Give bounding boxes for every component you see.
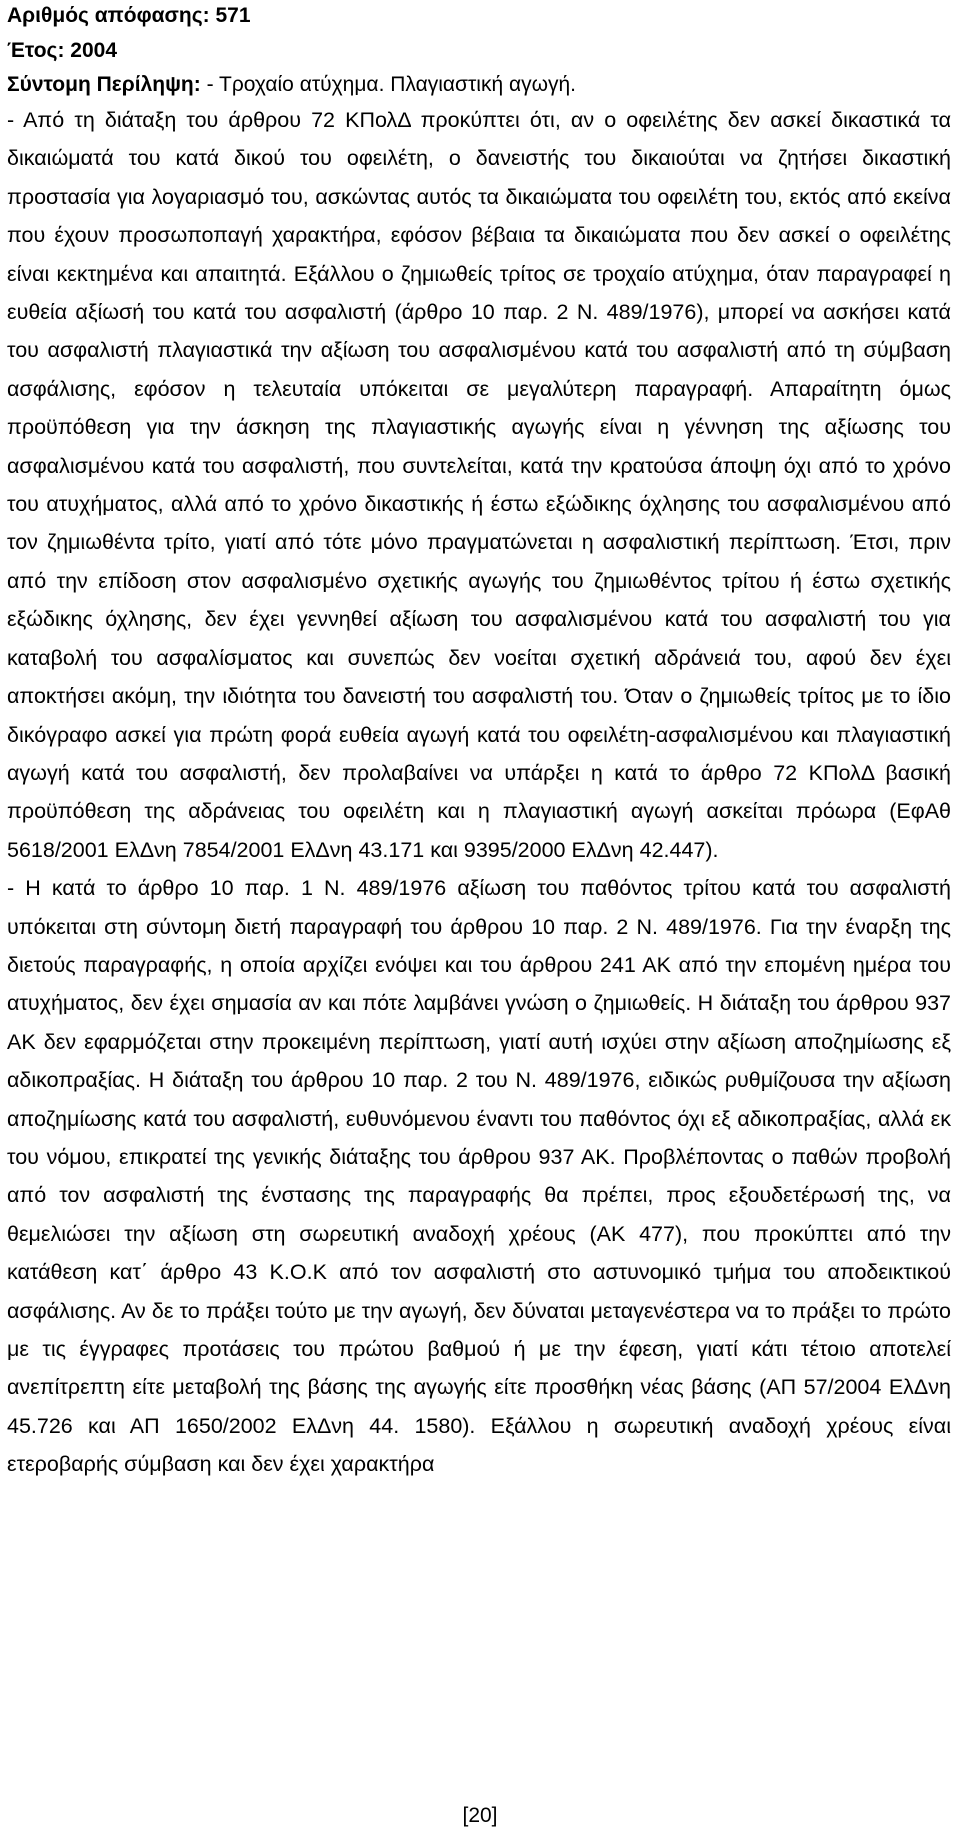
year-value: 2004 bbox=[70, 39, 118, 62]
summary-line bbox=[7, 68, 951, 102]
year-label: Έτος: bbox=[7, 39, 65, 62]
body-paragraph-2: - Η κατά το άρθρο 10 παρ. 1 Ν. 489/1976 αξίωση του παθόντος τρίτου κατά του ασφαλιστή υπόκειται στη σύντομη διετή παραγραφή του άρθρου 10 παρ. 2 Ν. 489/1976. Για την έναρξη της διετούς παραγραφής, η οποία αρχίζει ενόψει και του άρθρου 241 ΑΚ από την επομένη ημέρα του ατυχήματος, δεν έχει σημασία αν και πότε λαμβάνει γνώση ο ζημιωθείς. Η διάταξη του άρθρου 937 ΑΚ δεν εφαρμόζεται στην προκειμένη περίπτωση, γιατί αυτή ισχύει στην αξίωση αποζημίωσης εξ αδικοπραξίας. Η διάταξη του άρθρου 10 παρ. 2 του Ν. 489/1976, ειδικώς ρυθμίζουσα την αξίωση αποζημίωσης κατά του ασφαλιστή, ευθυνόμενου έναντι του παθόντος όχι εξ αδικοπραξίας, αλλά εκ του νόμου, επικρατεί της γενικής διάταξης του άρθρου 937 ΑΚ. Προβλέποντας ο παθών προβολή από τον ασφαλιστή της ένστασης της παραγραφής θα πρέπει, προς εξουδετέρωσή της, να θεμελιώσει την αξίωση στη σωρευτική αναδοχή χρέους (ΑΚ 477), που προκύπτει από την κατάθεση κατ΄ άρθρο 43 Κ.Ο.Κ από τον ασφαλιστή στο αστυνομικό τμήμα του αποδεικτικού ασφάλισης. Αν δε το πράξει τούτο με την αγωγή, δεν δύναται μεταγενέστερα να το πράξει το πρώτο με τις έγγραφες προτάσεις του πρώτου βαθμού ή με την έφεση, γιατί κάτι τέτοιο αποτελεί ανεπίτρεπτη είτε μεταβολή της βάσης της αγωγής είτε προσθήκη νέας βάσης (ΑΠ 57/2004 ΕλΔνη 45.726 και ΑΠ 1650/2002 ΕλΔνη 44. 1580). Εξάλλου η σωρευτική αναδοχή χρέους είναι ετεροβαρής σύμβαση και δεν έχει χαρακτήρα bbox=[7, 876, 951, 1477]
decision-number-label: Αριθμός απόφασης: bbox=[7, 4, 210, 27]
year-line bbox=[7, 34, 951, 68]
page-number: [20] bbox=[462, 1804, 498, 1827]
document-content bbox=[7, 0, 951, 1484]
decision-number-line bbox=[7, 0, 951, 33]
summary-text: - Τροχαίο ατύχημα. Πλαγιαστική αγωγή. bbox=[200, 73, 577, 96]
summary-label: Σύντομη Περίληψη: bbox=[7, 73, 201, 96]
body-paragraph-1: - Από τη διάταξη του άρθρου 72 ΚΠολΔ προκύπτει ότι, αν ο οφειλέτης δεν ασκεί δικαστικά τα δικαιώματά του κατά δικού του οφειλέτη, ο δανειστής του δικαιούται να ζητήσει δικαστική προστασία για λογαριασμό του, ασκώντας αυτός τα δικαιώματα του οφειλέτη του, εκτός από εκείνα που έχουν προσωποπαγή χαρακτήρα, εφόσον βέβαια τα δικαιώματα που δεν ασκεί ο οφειλέτης είναι κεκτημένα και απαιτητά. Εξάλλου ο ζημιωθείς τρίτος σε τροχαίο ατύχημα, όταν παραγραφεί η ευθεία αξίωσή του κατά του ασφαλιστή (άρθρο 10 παρ. 2 Ν. 489/1976), μπορεί να ασκήσει κατά του ασφαλιστή πλαγιαστικά την αξίωση του ασφαλισμένου κατά του ασφαλιστή από τη σύμβαση ασφάλισης, εφόσον η τελευταία υπόκειται σε μεγαλύτερη παραγραφή. Απαραίτητη όμως προϋπόθεση για την άσκηση της πλαγιαστικής αγωγής είναι η γέννηση της αξίωσης του ασφαλισμένου κατά του ασφαλιστή, που συντελείται, κατά την κρατούσα άποψη όχι από το χρόνο του ατυχήματος, αλλά από το χρόνο δικαστικής ή έστω εξώδικης όχλησης του ασφαλισμένου από τον ζημιωθέντα τρίτο, γιατί από τότε μόνο πραγματώνεται η ασφαλιστική περίπτωση. Έτσι, πριν από την επίδοση στον ασφαλισμένο σχετικής αγωγής του ζημιωθέντος τρίτου ή έστω σχετικής εξώδικης όχλησης, δεν έχει γεννηθεί αξίωση του ασφαλισμένου κατά του ασφαλιστή του για καταβολή του ασφαλίσματος και συνεπώς δεν νοείται σχετική αδράνειά του, αφού δεν έχει αποκτήσει ακόμη, την ιδιότητα του δανειστή του ασφαλιστή του. Όταν ο ζημιωθείς τρίτος με το ίδιο δικόγραφο ασκεί για πρώτη φορά ευθεία αγωγή κατά του οφειλέτη-ασφαλισμένου και πλαγιαστική αγωγή κατά του ασφαλιστή, δεν προλαβαίνει να υπάρξει η κατά το άρθρο 72 ΚΠολΔ βασική προϋπόθεση της αδράνειας του οφειλέτη και η πλαγιαστική αγωγή ασκείται πρόωρα (ΕφΑθ 5618/2001 ΕλΔνη 7854/2001 ΕλΔνη 43.171 και 9395/2000 ΕλΔνη 42.447). bbox=[7, 108, 951, 862]
decision-body bbox=[7, 101, 951, 1484]
decision-number-value: 571 bbox=[215, 4, 251, 27]
